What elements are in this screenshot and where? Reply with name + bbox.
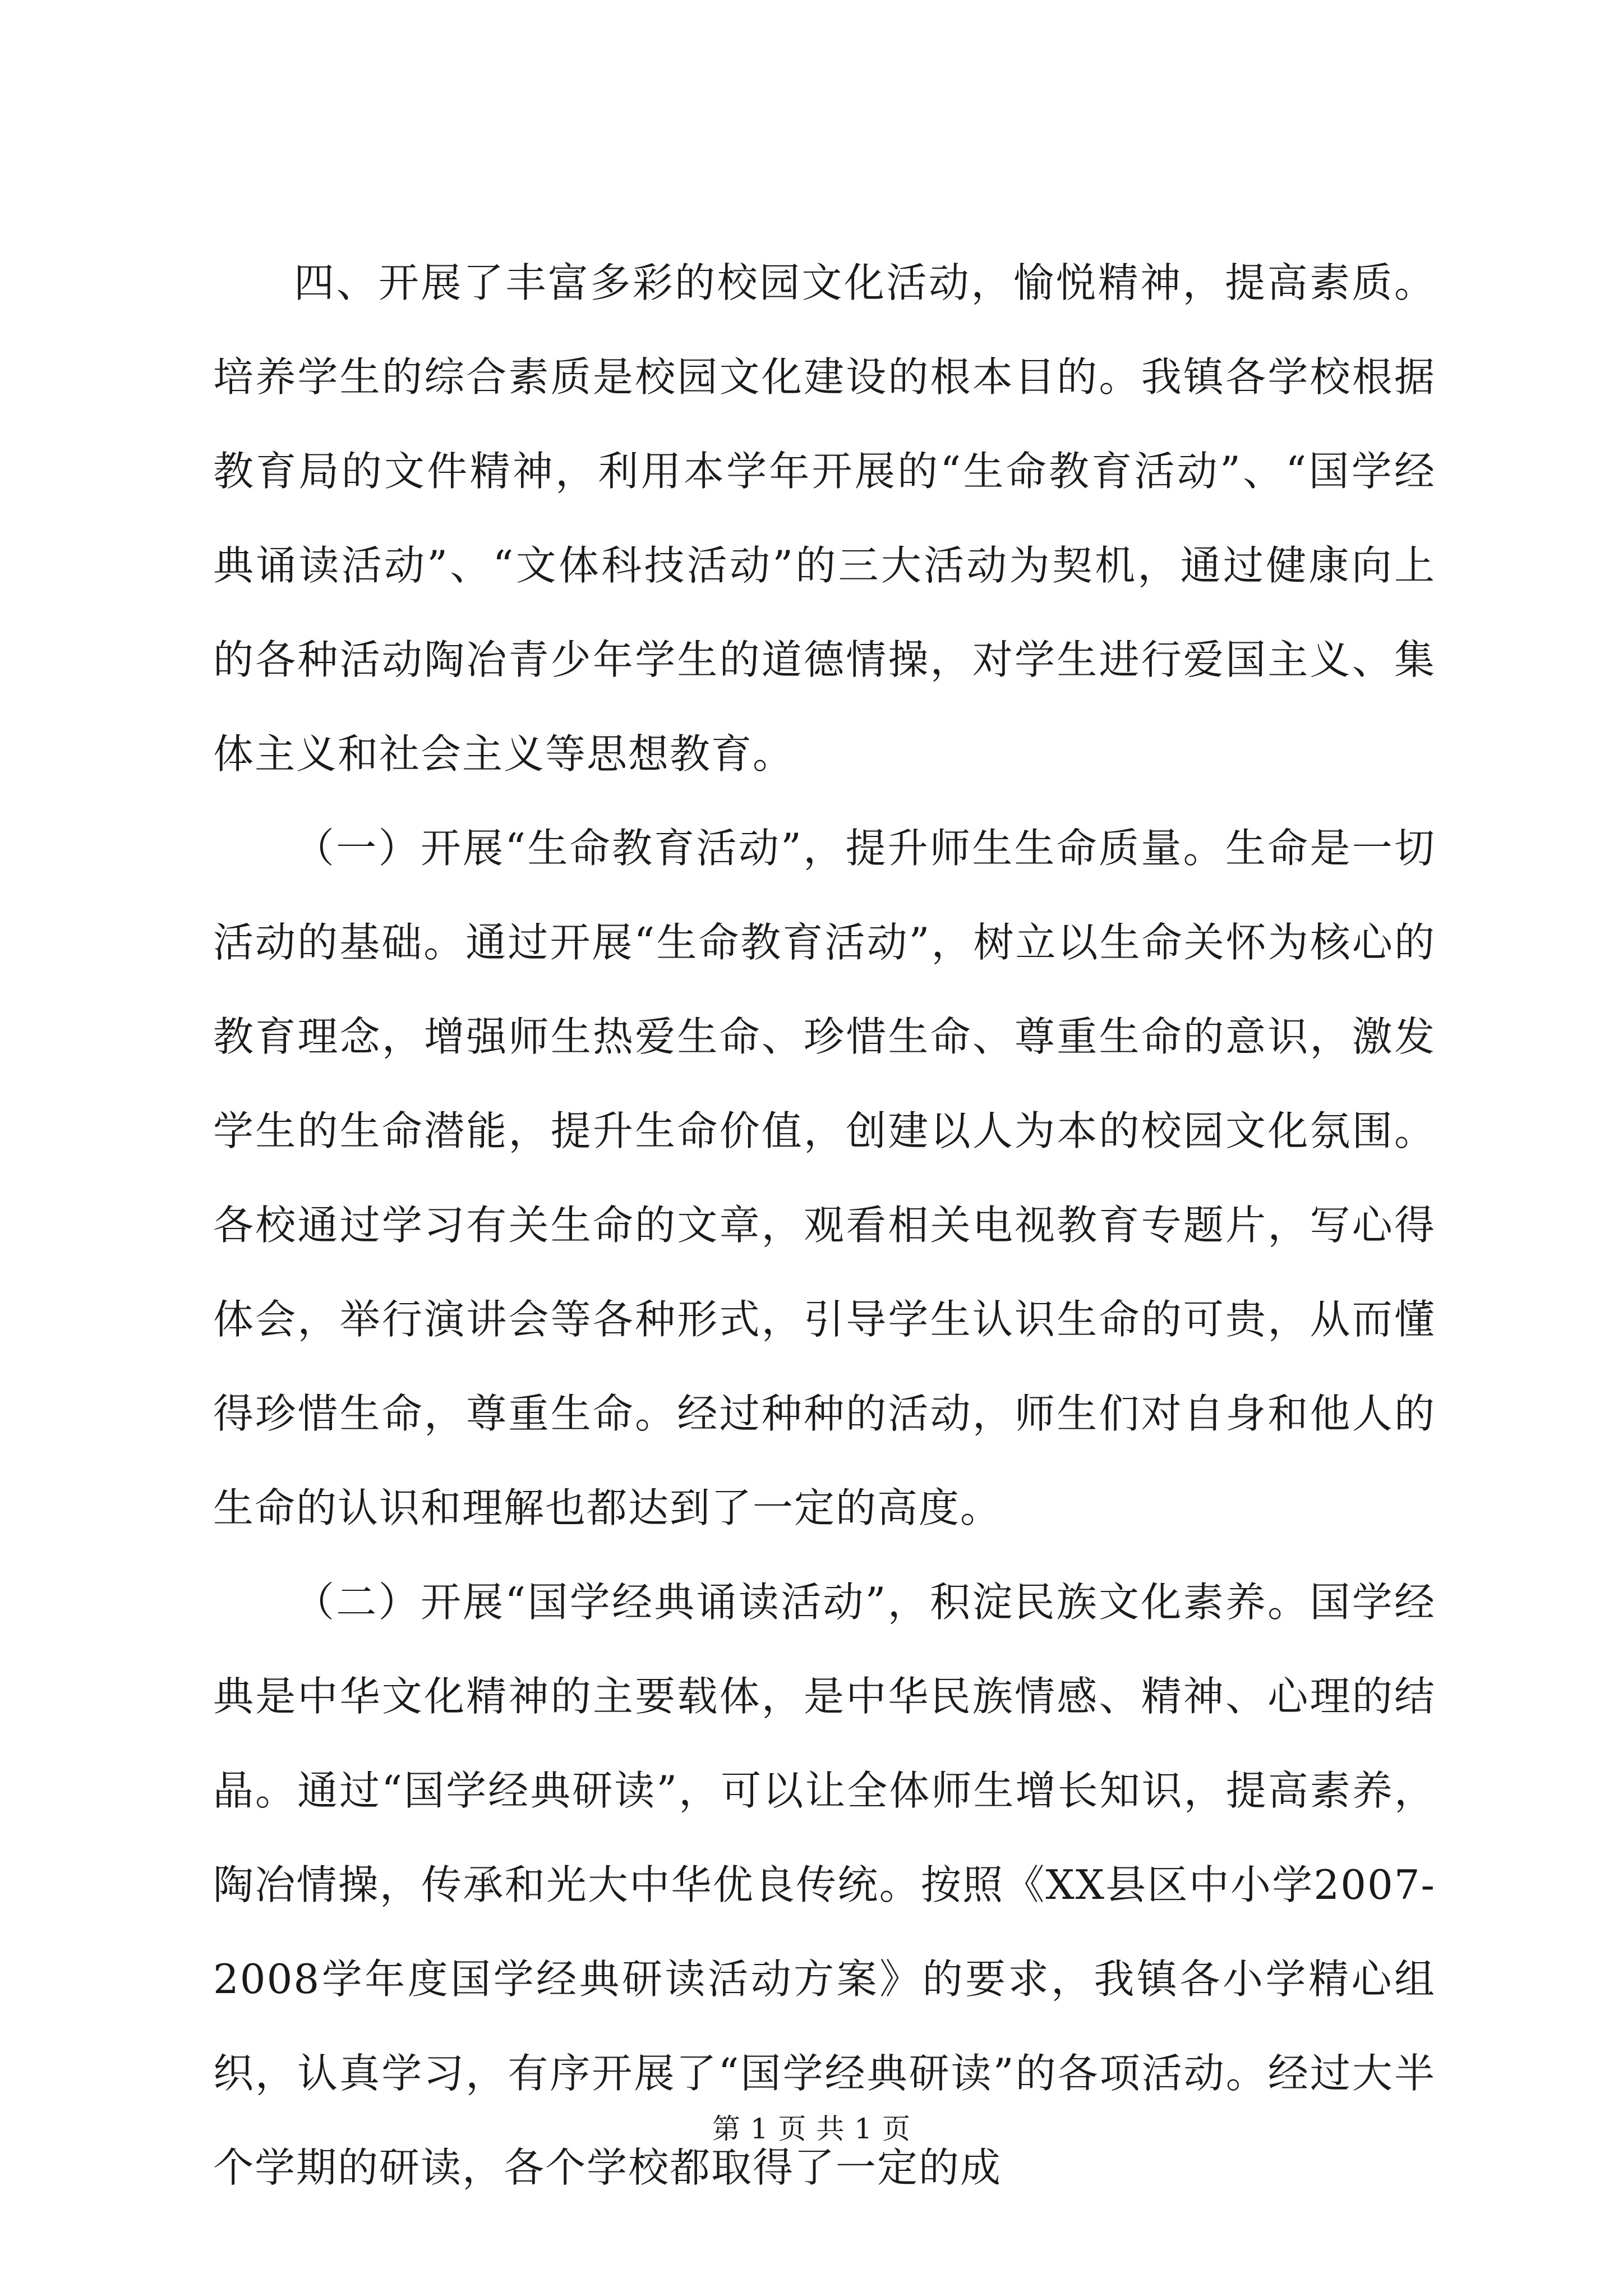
paragraph-campus-culture: 四、开展了丰富多彩的校园文化活动，愉悦精神，提高素质。培养学生的综合素质是校园文化建设的根本目的。我镇各学校根据教育局的文件精神，利用本学年开展的“生命教育活动”、“国学经典诵读活动”、“文体科技活动”的三大活动为契机，通过健康向上的各种活动陶冶青少年学生的道德情操，对学生进行爱国主义、集体主义和社会主义等思想教育。	[213, 259, 1436, 777]
paragraph-classics-reading: （二）开展“国学经典诵读活动”，积淀民族文化素养。国学经典是中华文化精神的主要载体，是中华民族情感、精神、心理的结晶。通过“国学经典研读”，可以让全体师生增长知识，提高素养，陶冶情操，传承和光大中华优良传统。按照《XX县区中小学2007-2008学年度国学经典研读活动方案》的要求，我镇各小学精心组织，认真学习，有序开展了“国学经典研读”的各项活动。经过大半个学期的研读，各个学校都取得了一定的成	[213, 1579, 1436, 2191]
page-footer: 第 1 页 共 1 页	[712, 2113, 911, 2145]
document-body	[213, 236, 1436, 2215]
paragraph-life-education: （一）开展“生命教育活动”，提升师生生命质量。生命是一切活动的基础。通过开展“生命教育活动”，树立以生命关怀为核心的教育理念，增强师生热爱生命、珍惜生命、尊重生命的意识，激发学生的生命潜能，提升生命价值，创建以人为本的校园文化氛围。各校通过学习有关生命的文章，观看相关电视教育专题片，写心得体会，举行演讲会等各种形式，引导学生认识生命的可贵，从而懂得珍惜生命，尊重生命。经过种种的活动，师生们对自身和他人的生命的认识和理解也都达到了一定的高度。	[213, 825, 1436, 1531]
